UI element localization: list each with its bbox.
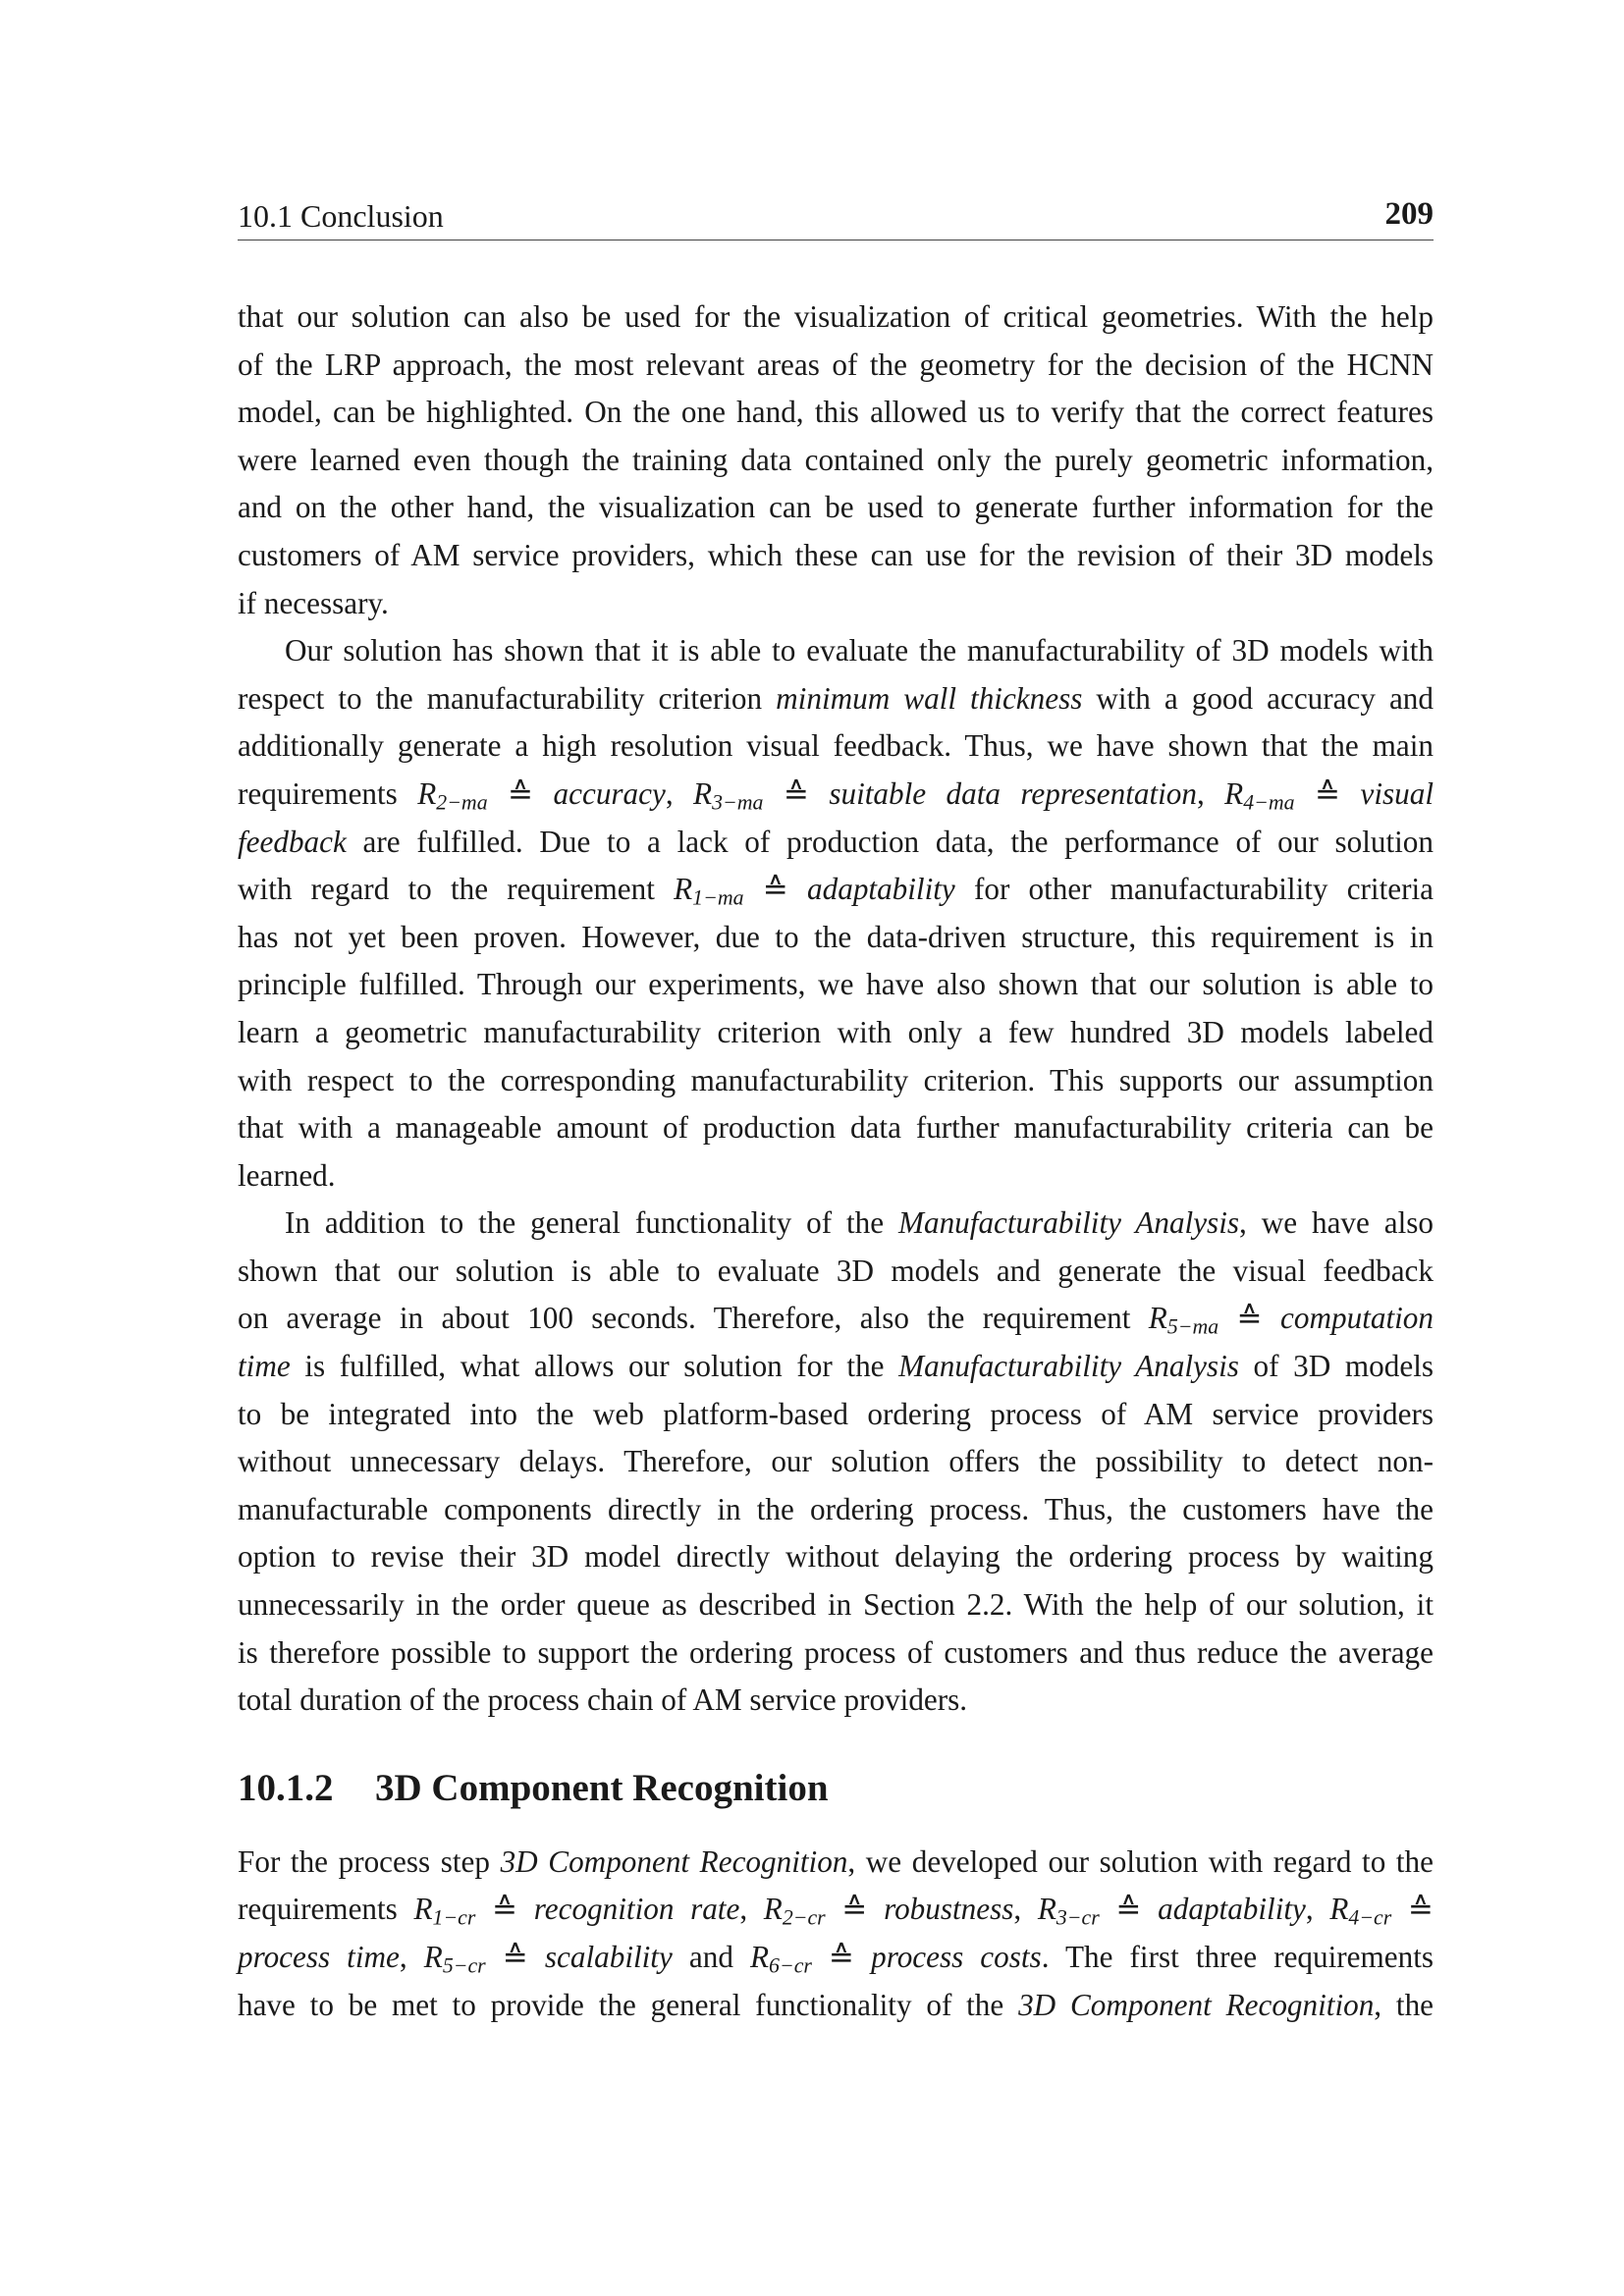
emphasis: minimum wall thickness (776, 680, 1083, 716)
section-number: 10.1.2 (238, 1766, 334, 1809)
text-line: process time, $R_{5-cr}$ ≙ scalability and $R_{6-cr}$ ≙ process costs. The first three requirements (238, 1940, 1435, 1978)
body-text (238, 294, 1434, 2029)
text-line: were learned even though the training data contained only the purely geometric information, (238, 442, 1434, 477)
text-line: without unnecessary delays. Therefore, our solution offers the possibility to detect non- (238, 1444, 1434, 1479)
section-heading (238, 1756, 1434, 1821)
text-line: that with a manageable amount of production data further manufacturability criteria can be (238, 1110, 1434, 1146)
text-line: and on the other hand, the visualization can be used to generate further information for the (238, 490, 1434, 525)
text-line: In addition to the general functionality of the Manufacturability Analysis, we have also (285, 1205, 1434, 1241)
text-line: requirements $R_{1-cr}$ ≙ recognition rate, $R_{2-cr}$ ≙ robustness, $R_{3-cr}$ ≙ adaptability, $R_{4-cr}$ ≙ (238, 1892, 1435, 1930)
text-line: have to be met to provide the general functionality of the 3D Component Recognition, the (238, 1987, 1435, 2022)
text-line: that our solution can also be used for the visualization of critical geometries. With the help (238, 299, 1434, 334)
text-line: manufacturable components directly in the ordering process. Thus, the customers have the (238, 1491, 1434, 1526)
text-line: Our solution has shown that it is able to evaluate the manufacturability of 3D models with (285, 633, 1434, 668)
text-line: feedback are fulfilled. Due to a lack of production data, the performance of our solution (238, 824, 1434, 859)
paragraph (238, 1200, 1434, 1725)
text-line: For the process step 3D Component Recognition, we developed our solution with regard to the (238, 1843, 1434, 1879)
text-line: requirements $R_{2-ma}$ ≙ accuracy, $R_{3-ma}$ ≙ suitable data representation, $R_{4-ma}$ ≙ visual (238, 775, 1434, 815)
header-section-title: 10.1 Conclusion (238, 198, 444, 234)
text-line: additionally generate a high resolution visual feedback. Thus, we have shown that the main (238, 728, 1434, 764)
text-line: principle fulfilled. Through our experiments, we have also shown that our solution is able to (238, 967, 1434, 1002)
text-line: with regard to the requirement $R_{1-ma}$ ≙ adaptability for other manufacturability criteria (238, 872, 1434, 910)
page-number: 209 (1384, 196, 1434, 232)
text-line: respect to the manufacturability criterion minimum wall thickness with a good accuracy and (238, 680, 1434, 716)
text-line: total duration of the process chain of AM service providers. (238, 1682, 968, 1718)
text-line: if necessary. (238, 585, 389, 620)
section-title: 3D Component Recognition (375, 1766, 829, 1809)
text-line: model, can be highlighted. On the one hand, this allowed us to verify that the correct features (238, 395, 1434, 430)
text-line: customers of AM service providers, which these can use for the revision of their 3D models (238, 537, 1434, 572)
text-line: unnecessarily in the order queue as described in Section 2.2. With the help of our solution, it (238, 1587, 1434, 1623)
text-line: to be integrated into the web platform-based ordering process of AM service providers (238, 1396, 1434, 1431)
text-line: on average in about 100 seconds. Therefore, also the requirement $R_{5-ma}$ ≙ computation (238, 1301, 1434, 1339)
paragraph (238, 294, 1434, 627)
text-line: with respect to the corresponding manufacturability criterion. This supports our assumption (238, 1062, 1434, 1097)
text-line: option to revise their 3D model directly without delaying the ordering process by waiting (238, 1539, 1434, 1575)
text-line: learned. (238, 1157, 336, 1193)
paragraph (238, 1839, 1434, 2029)
text-line: is therefore possible to support the ordering process of customers and thus reduce the average (238, 1634, 1434, 1670)
text-line: learn a geometric manufacturability criterion with only a few hundred 3D models labeled (238, 1014, 1434, 1049)
text-line: of the LRP approach, the most relevant areas of the geometry for the decision of the HCNN (238, 347, 1434, 382)
running-header (238, 194, 1434, 240)
text-line: time is fulfilled, what allows our solution for the Manufacturability Analysis of 3D models (238, 1349, 1434, 1384)
text-line: has not yet been proven. However, due to the data-driven structure, this requirement is in (238, 919, 1434, 954)
text-line: shown that our solution is able to evaluate 3D models and generate the visual feedback (238, 1253, 1434, 1288)
paragraph (238, 627, 1434, 1200)
